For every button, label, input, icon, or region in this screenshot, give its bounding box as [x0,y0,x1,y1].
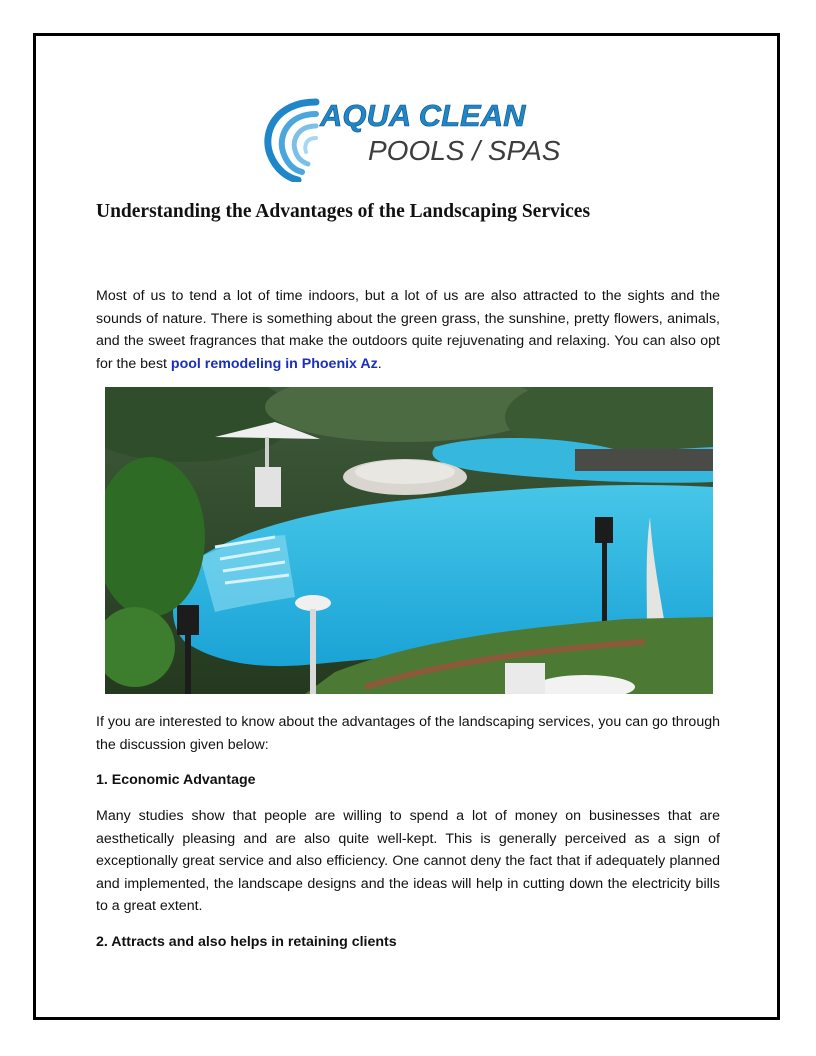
section-heading-attracts-clients: 2. Attracts and also helps in retaining clients [96,934,397,950]
logo-line1: AQUA CLEAN [320,98,526,133]
pool-photo [105,387,713,694]
intro-end: . [377,355,382,372]
company-logo [258,92,560,182]
page-title: Understanding the Advantages of the Landscaping Services [96,201,591,222]
swirl-icon [268,102,316,180]
logo-line2: POOLS / SPAS [368,135,560,166]
intro-paragraph [96,285,720,375]
pool-remodeling-link[interactable]: pool remodeling in Phoenix Az [170,355,378,372]
section-heading-economic-advantage: 1. Economic Advantage [96,772,256,788]
intro-text: Most of us to tend a lot of time indoors, but a lot of us are also attracted to the sights and the sounds of nature. There is something about the green grass, the sunshine, pretty flowers, animals, and the sweet fragrances that make the outdoors quite rejuvenating and relaxing. You can also opt for the best [96,288,720,372]
intro-discussion-paragraph: If you are interested to know about the advantages of the landscaping services, you can go through the discussion given below: [96,714,720,753]
economic-advantage-paragraph: Many studies show that people are willing to spend a lot of money on businesses that are aesthetically pleasing and are also quite well-kept. This is generally perceived as a sign of exceptionally great service and also efficiency. One cannot deny the fact that if adequately planned and implemented, the landscape designs and the ideas will help in cutting down the electricity bills to a great extent. [96,808,720,914]
